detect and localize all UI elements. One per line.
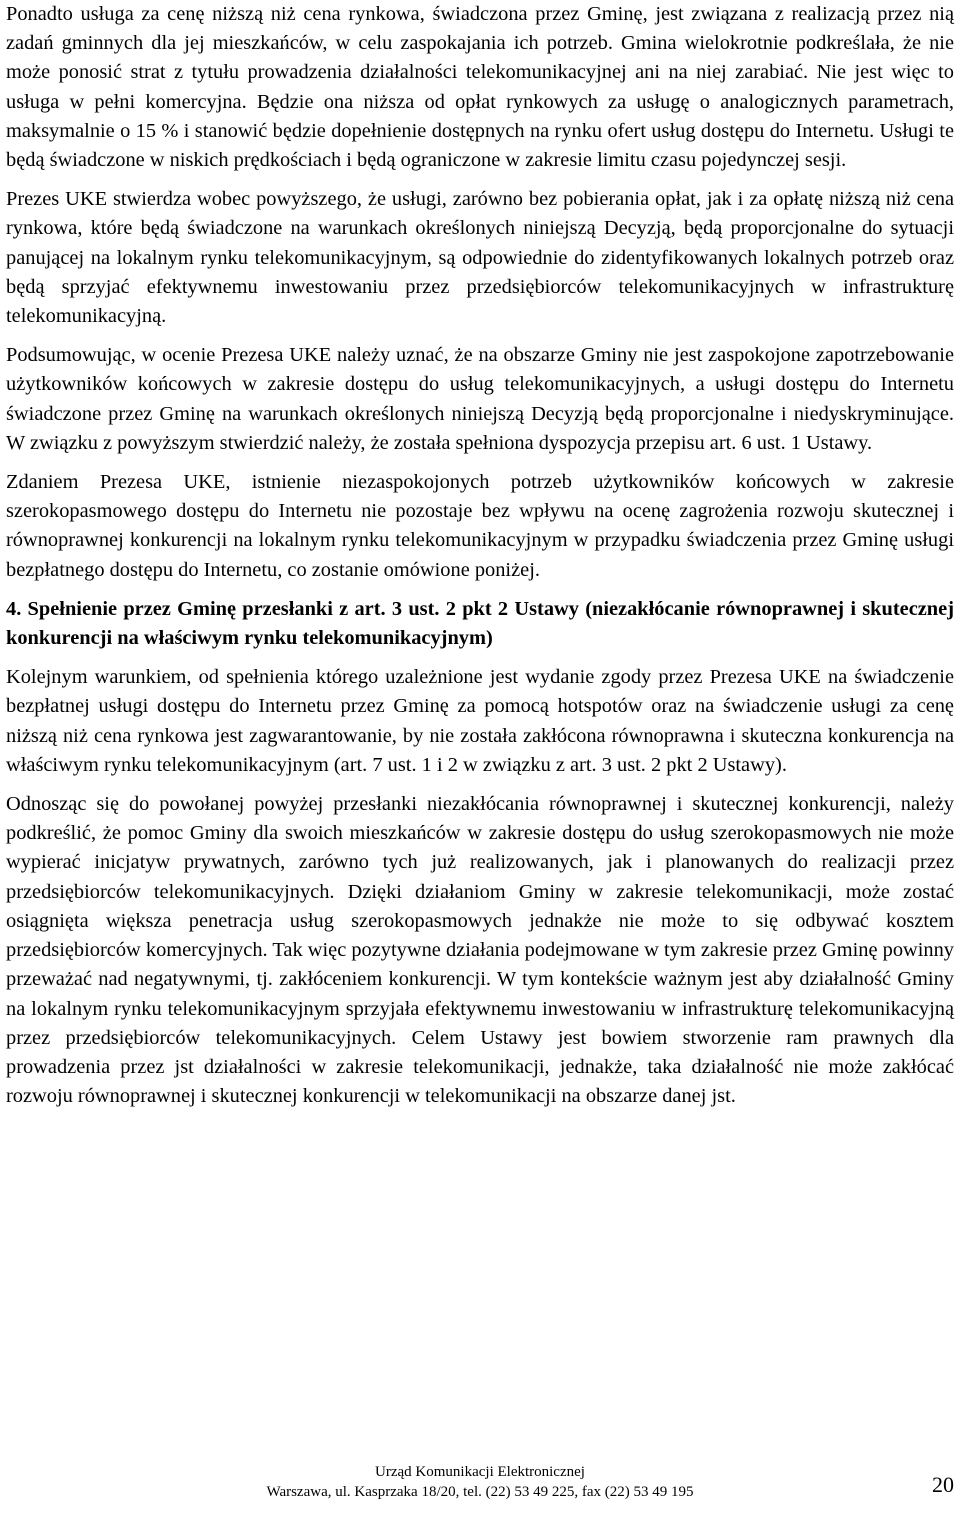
footer-organization: Urząd Komunikacji Elektronicznej	[375, 1464, 585, 1480]
document-body	[6, 0, 954, 1121]
paragraph-4: Zdaniem Prezesa UKE, istnienie niezaspokojonych potrzeb użytkowników końcowych w zakresie szerokopasmowego dostępu do Internetu nie pozostaje bez wpływu na ocenę zagrożenia rozwoju skutecznej i równoprawnej konkurencji na lokalnym rynku telekomunikacyjnym w przypadku świadczenia przez Gminę usługi bezpłatnego dostępu do Internetu, co zostanie omówione poniżej.	[6, 471, 954, 581]
section-heading: 4. Spełnienie przez Gminę przesłanki z art. 3 ust. 2 pkt 2 Ustawy (niezakłócanie równoprawnej i skutecznej konkurencji na właściwym rynku telekomunikacyjnym)	[6, 597, 954, 650]
footer-address: Warszawa, ul. Kasprzaka 18/20, tel. (22) 53 49 225, fax (22) 53 49 195	[266, 1484, 694, 1500]
paragraph-3: Podsumowując, w ocenie Prezesa UKE należy uznać, że na obszarze Gminy nie jest zaspokojone zapotrzebowanie użytkowników końcowych w zakresie dostępu do usług telekomunikacyjnych, a usługi dostępu do Internetu świadczone przez Gminę na warunkach określonych niniejszą Decyzją będą proporcjonalne i niedyskryminujące. W związku z powyższym stwierdzić należy, że została spełniona dyspozycja przepisu art. 6 ust. 1 Ustawy.	[6, 344, 954, 454]
page-footer	[200, 1462, 760, 1502]
paragraph-6: Odnosząc się do powołanej powyżej przesłanki niezakłócania równoprawnej i skutecznej konkurencji, należy podkreślić, że pomoc Gminy dla swoich mieszkańców w zakresie dostępu do usług szerokopasmowych nie może wypierać inicjatyw prywatnych, zarówno tych już realizowanych, jak i planowanych do realizacji przez przedsiębiorców telekomunikacyjnych. Dzięki działaniom Gminy w zakresie telekomunikacji, może zostać osiągnięta większa penetracja usług szerokopasmowych jednakże nie może to się odbywać kosztem przedsiębiorców komercyjnych. Tak więc pozytywne działania podejmowane w tym zakresie przez Gminę powinny przeważać nad negatywnymi, tj. zakłóceniem konkurencji. W tym kontekście ważnym jest aby działalność Gminy na lokalnym rynku telekomunikacyjnym sprzyjała efektywnemu inwestowaniu w infrastrukturę telekomunikacyjną przez przedsiębiorców telekomunikacyjnych. Celem Ustawy jest bowiem stworzenie ram prawnych dla prowadzenia przez jst działalności w zakresie telekomunikacji, jednakże, taka działalność nie może zakłócać rozwoju równoprawnej i skutecznej konkurencji w telekomunikacji na obszarze danej jst.	[6, 793, 954, 1108]
page-number: 20	[932, 1472, 954, 1497]
paragraph-5: Kolejnym warunkiem, od spełnienia którego uzależnione jest wydanie zgody przez Prezesa UKE na świadczenie bezpłatnej usługi dostępu do Internetu przez Gminę za pomocą hotspotów oraz na świadczenie usługi za cenę niższą niż cena rynkowa jest zagwarantowanie, by nie została zakłócona równoprawna i skuteczna konkurencja na właściwym rynku telekomunikacyjnym (art. 7 ust. 1 i 2 w związku z art. 3 ust. 2 pkt 2 Ustawy).	[6, 666, 954, 776]
paragraph-1: Ponadto usługa za cenę niższą niż cena rynkowa, świadczona przez Gminę, jest związana z realizacją przez nią zadań gminnych dla jej mieszkańców, w celu zaspokajania ich potrzeb. Gmina wielokrotnie podkreślała, że nie może ponosić strat z tytułu prowadzenia działalności telekomunikacyjnej ani na niej zarabiać. Nie jest więc to usługa w pełni komercyjna. Będzie ona niższa od opłat rynkowych za usługę o analogicznych parametrach, maksymalnie o 15 % i stanowić będzie dopełnienie dostępnych na rynku ofert usług dostępu do Internetu. Usługi te będą świadczone w niskich prędkościach i będą ograniczone w zakresie limitu czasu pojedynczej sesji.	[6, 3, 954, 172]
paragraph-2: Prezes UKE stwierdza wobec powyższego, że usługi, zarówno bez pobierania opłat, jak i za opłatę niższą niż cena rynkowa, które będą świadczone na warunkach określonych niniejszą Decyzją, będą proporcjonalne do sytuacji panującej na lokalnym rynku telekomunikacyjnym, są odpowiednie do zidentyfikowanych lokalnych potrzeb oraz będą sprzyjać efektywnemu inwestowaniu przez przedsiębiorców telekomunikacyjnych w infrastrukturę telekomunikacyjną.	[6, 188, 954, 328]
